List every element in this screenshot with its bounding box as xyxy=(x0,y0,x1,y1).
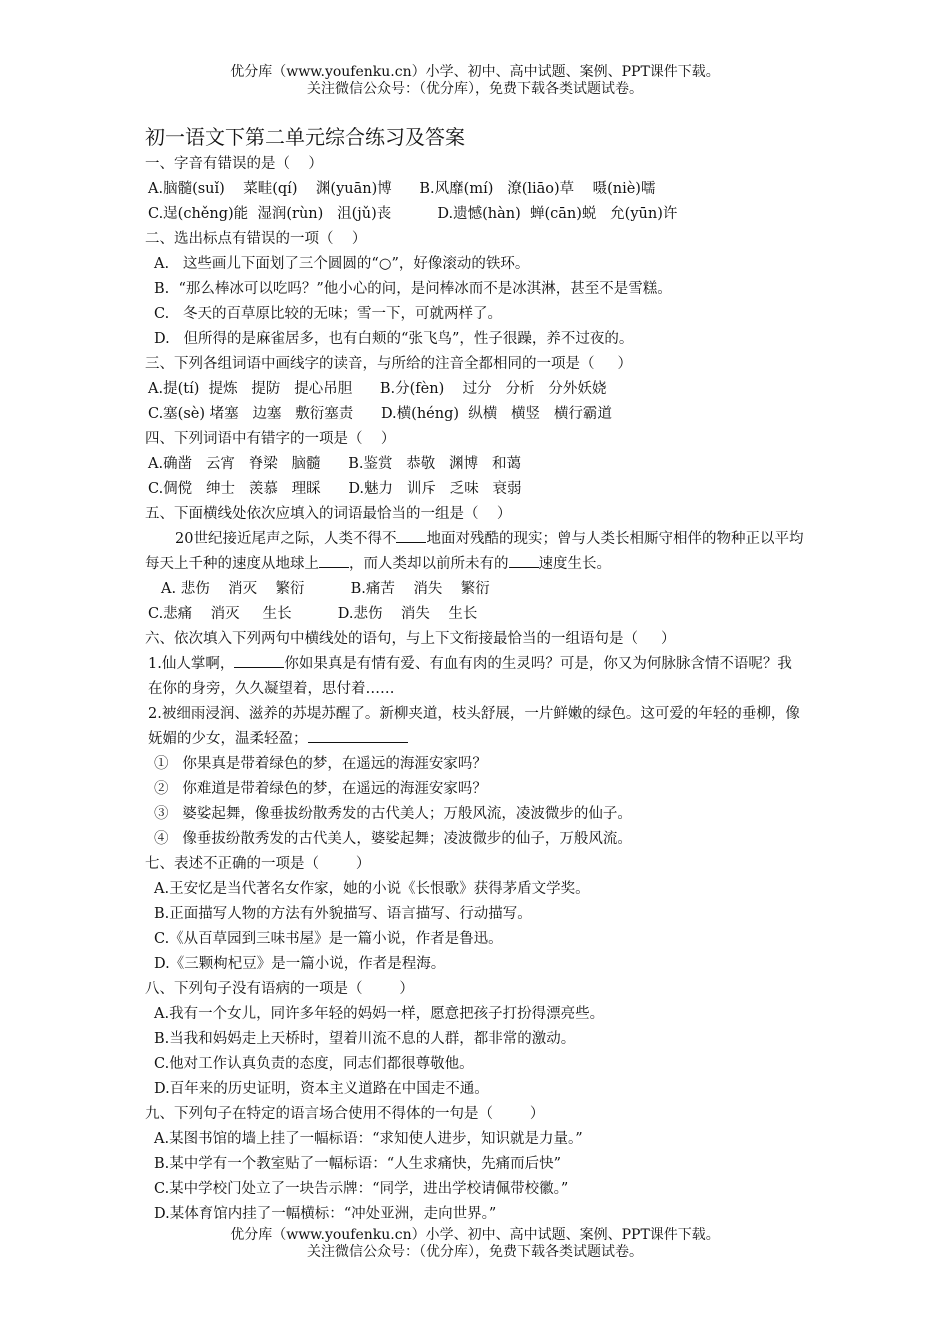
document-body xyxy=(145,122,805,1227)
q5-options-cd: C.悲痛 消灭 生长 D.悲伤 消失 生长 xyxy=(148,606,478,622)
q3-options-cd: C.塞(sè) 堵塞 边塞 敷衍塞责 D.横(héng) 纵横 横竖 横行霸道 xyxy=(148,406,612,422)
q7-option-d: D.《三颗枸杞豆》是一篇小说，作者是程海。 xyxy=(154,956,446,972)
q9-option-a: A.某图书馆的墙上挂了一幅标语：“求知使人进步，知识就是力量。” xyxy=(154,1131,583,1147)
q2-option-a: A. 这些画儿下面划了三个圆圆的“○”，好像滚动的铁环。 xyxy=(154,256,530,272)
q4-options-cd: C.倜傥 绅士 羡慕 理睬 D.魅力 训斥 乏味 衰弱 xyxy=(148,481,522,497)
q6-sentence-1-part-2: 你如果真是有情有爱、有血有肉的生灵吗？可是，你又为何脉脉含情不语呢？我在你的身旁，久久凝望着，思付着…… xyxy=(148,656,792,697)
q4-options-ab: A.确凿 云宵 脊梁 脑髓 B.鉴赏 恭敬 渊博 和蔼 xyxy=(148,456,521,472)
question-7 xyxy=(145,852,805,977)
q2-option-b: B. “那么棒冰可以吃吗？”他小心的问，是问棒冰而不是冰淇淋，甚至不是雪糕。 xyxy=(154,281,672,297)
question-1 xyxy=(145,152,805,227)
question-2 xyxy=(145,227,805,352)
q8-stem: 八、下列句子没有语病的一项是（ ） xyxy=(145,981,414,997)
q5-passage-part-2: 地面对残酷的现实；曾与人类长相厮守相伴的物种正以平均每天上千种的速度从地球上 xyxy=(145,531,804,572)
question-6 xyxy=(145,627,805,852)
page-footer xyxy=(0,1227,950,1261)
q6-choice-3: ③ 婆娑起舞，像垂拔纷散秀发的古代美人；万般风流，凌波微步的仙子。 xyxy=(154,806,632,822)
q9-option-d: D.某体育馆内挂了一幅横标：“冲处亚洲，走向世界。” xyxy=(154,1206,497,1222)
q5-passage xyxy=(145,527,805,577)
q6-blank-2 xyxy=(308,728,408,743)
q6-choice-4: ④ 像垂拔纷散秀发的古代美人，婆娑起舞；凌波微步的仙子，万般风流。 xyxy=(154,831,632,847)
q6-sentence-2 xyxy=(145,702,805,752)
question-3 xyxy=(145,352,805,427)
q8-option-d: D.百年来的历史证明，资本主义道路在中国走不通。 xyxy=(154,1081,489,1097)
q2-stem: 二、选出标点有错误的一项（ ） xyxy=(145,231,367,247)
q2-option-c: C. 冬天的百草原比较的无味；雪一下，可就两样了。 xyxy=(154,306,503,322)
q7-option-a: A.王安忆是当代著名女作家，她的小说《长恨歌》获得茅盾文学奖。 xyxy=(154,881,590,897)
q8-option-b: B.当我和妈妈走上天桥时，望着川流不息的人群，都非常的激动。 xyxy=(154,1031,576,1047)
header-line-2: 关注微信公众号：（优分库），免费下载各类试题试卷。 xyxy=(307,81,643,97)
q7-option-b: B.正面描写人物的方法有外貌描写、语言描写、行动描写。 xyxy=(154,906,532,922)
q5-stem: 五、下面横线处依次应填入的词语最恰当的一组是（ ） xyxy=(145,506,512,522)
header-line-1: 优分库（www.youfenku.cn）小学、初中、高中试题、案例、PPT课件下载。 xyxy=(230,64,720,80)
document-title: 初一语文下第二单元综合练习及答案 xyxy=(145,125,465,149)
q6-blank-1 xyxy=(234,653,284,668)
footer-line-2: 关注微信公众号：（优分库），免费下载各类试题试卷。 xyxy=(307,1244,643,1260)
q5-passage-part-3: ，而人类却以前所未有的 xyxy=(349,556,509,572)
q7-stem: 七、表述不正确的一项是（ ） xyxy=(145,856,371,872)
q6-choice-2: ② 你难道是带着绿色的梦，在遥远的海涯安家吗？ xyxy=(154,781,487,797)
q3-options-ab: A.提(tí) 提炼 提防 提心吊胆 B.分(fèn) 过分 分析 分外妖娆 xyxy=(148,381,607,397)
q5-passage-part-1: 20世纪接近尾声之际，人类不得不 xyxy=(175,531,397,547)
q3-stem: 三、下列各组词语中画线字的读音，与所给的注音全都相同的一项是（ ） xyxy=(145,356,633,372)
q1-options-ab: A.脑髓(suǐ) 菜畦(qí) 渊(yuān)博 B.风靡(mí) 潦(liāo)草 嗫(niè)嚅 xyxy=(148,181,656,197)
q6-stem: 六、依次填入下列两句中横线处的语句，与上下文衔接最恰当的一组语句是（ ） xyxy=(145,631,676,647)
q4-stem: 四、下列词语中有错字的一项是（ ） xyxy=(145,431,396,447)
q6-sentence-1 xyxy=(145,652,805,702)
q9-stem: 九、下列句子在特定的语言场合使用不得体的一句是（ ） xyxy=(145,1106,545,1122)
q6-sentence-2-text: 2.被细雨浸润、滋养的苏堤苏醒了。新柳夹道，枝头舒展，一片鲜嫩的绿色。这可爱的年轻的垂柳，像妩媚的少女，温柔轻盈； xyxy=(148,706,800,747)
q8-option-c: C.他对工作认真负责的态度，同志们都很尊敬他。 xyxy=(154,1056,474,1072)
q8-option-a: A.我有一个女儿，同许多年轻的妈妈一样，愿意把孩子打扮得漂亮些。 xyxy=(154,1006,605,1022)
q5-blank-2 xyxy=(319,553,349,568)
page-header xyxy=(0,64,950,98)
q9-option-b: B.某中学有一个教室贴了一幅标语：“人生求痛快，先痛而后快” xyxy=(154,1156,562,1172)
q6-choice-1: ① 你果真是带着绿色的梦，在遥远的海涯安家吗？ xyxy=(154,756,487,772)
q5-blank-1 xyxy=(396,528,426,543)
q5-passage-part-4: 速度生长。 xyxy=(538,556,611,572)
footer-line-1: 优分库（www.youfenku.cn）小学、初中、高中试题、案例、PPT课件下载。 xyxy=(230,1227,720,1243)
q9-option-c: C.某中学校门处立了一块告示牌：“同学，进出学校请佩带校徽。” xyxy=(154,1181,569,1197)
question-4 xyxy=(145,427,805,502)
question-9 xyxy=(145,1102,805,1227)
q7-option-c: C.《从百草园到三味书屋》是一篇小说，作者是鲁迅。 xyxy=(154,931,503,947)
q2-option-d: D. 但所得的是麻雀居多，也有白颊的“张飞鸟”，性子很躁，养不过夜的。 xyxy=(154,331,634,347)
question-8 xyxy=(145,977,805,1102)
q1-options-cd: C.逞(chěng)能 湿润(rùn) 沮(jǔ)丧 D.遗憾(hàn) 蝉(cān)蜕 允(yūn)许 xyxy=(148,206,678,222)
q5-blank-3 xyxy=(509,553,539,568)
question-5 xyxy=(145,502,805,627)
q1-stem: 一、字音有错误的是（ ） xyxy=(145,156,323,172)
q5-options-ab: A. 悲伤 消灭 繁衍 B.痛苦 消失 繁衍 xyxy=(161,581,490,597)
q6-sentence-1-part-1: 1.仙人掌啊， xyxy=(148,656,235,672)
